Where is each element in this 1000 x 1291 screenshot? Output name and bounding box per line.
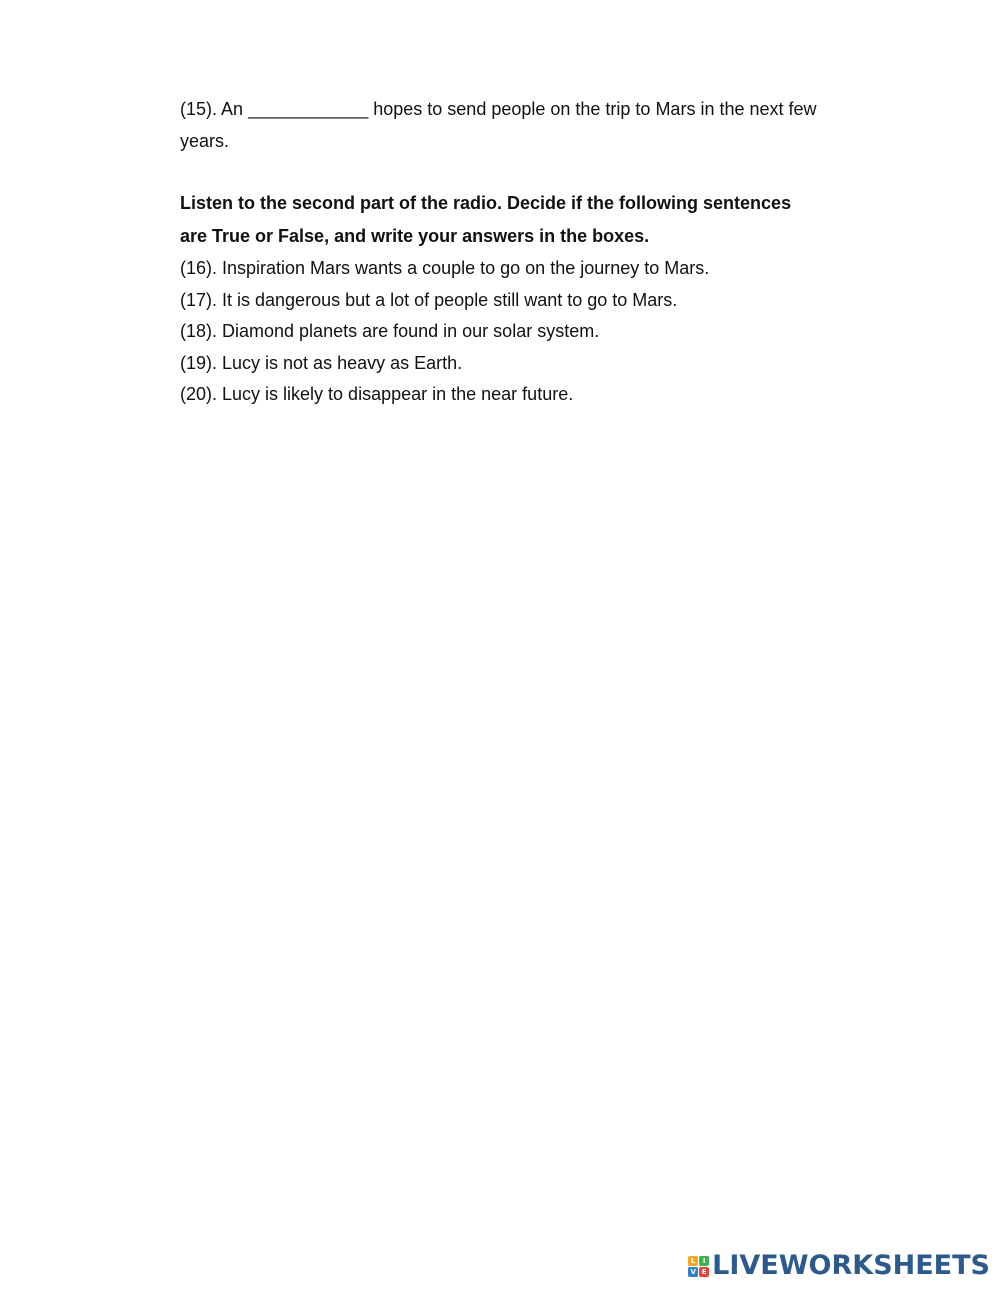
statement-18: (18). Diamond planets are found in our solar system. — [180, 321, 600, 342]
logo-block-e: E — [699, 1267, 709, 1277]
logo-blocks-icon — [688, 1256, 709, 1277]
statement-19: (19). Lucy is not as heavy as Earth. — [180, 352, 463, 373]
question-15-text-after: hopes to send people on the trip to Mars in the next few years. — [180, 99, 817, 151]
statement-16: (16). Inspiration Mars wants a couple to go on the journey to Mars. — [180, 258, 710, 278]
true-false-instructions: Listen to the second part of the radio. Decide if the following sentences are True or False, and write your answers in the boxes. — [180, 193, 792, 246]
question-15-text-before: An — [221, 99, 244, 119]
question-15-number: (15). — [180, 99, 218, 119]
question-15-blank[interactable]: ____________ — [248, 99, 369, 119]
statement-20: (20). Lucy is likely to disappear in the near future. — [180, 384, 574, 405]
logo-block-i: I — [699, 1256, 709, 1266]
worksheet-content — [180, 93, 820, 411]
logo-block-l: L — [688, 1256, 698, 1266]
logo-wordmark: LIVEWORKSHEETS — [712, 1250, 990, 1281]
logo-block-v: V — [688, 1267, 698, 1277]
liveworksheets-logo — [688, 1251, 990, 1281]
question-15 — [180, 93, 820, 157]
statement-17: (17). It is dangerous but a lot of people still want to go to Mars. — [180, 289, 678, 310]
true-false-statement-list — [180, 253, 820, 411]
